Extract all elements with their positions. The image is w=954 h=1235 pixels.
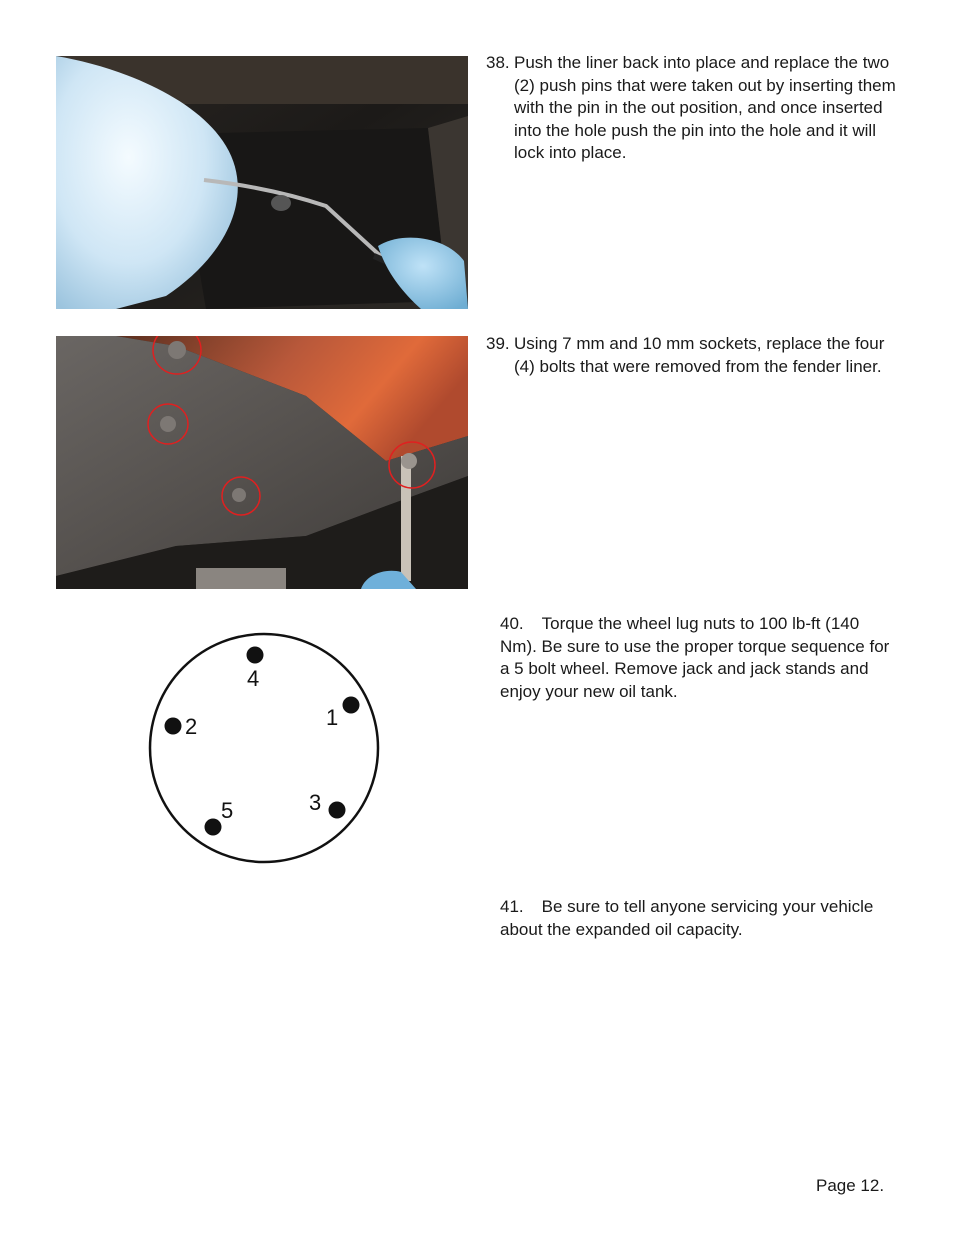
step-text: Torque the wheel lug nuts to 100 lb-ft (140 Nm). Be sure to use the proper torque sequence for a 5 bolt wheel. Remove jack and jack stands and enjoy your new oil tank. [500,614,890,701]
lug-dot-1 [343,697,360,714]
page-number: Page 12. [816,1176,885,1195]
lug-label-3: 3 [309,790,322,815]
lug-dot-5 [205,819,222,836]
step-41 [500,896,900,941]
step-number: 39. [486,334,510,353]
lug-label-1: 1 [326,705,339,730]
step-number: 38. [486,53,510,72]
lug-dot-4 [247,647,264,664]
photo-push-pins [56,56,468,309]
step-39 [486,333,906,378]
torque-sequence-diagram [140,628,390,873]
lug-dot-2 [165,718,182,735]
step-40 [500,613,900,703]
lug-label-5: 5 [221,798,234,823]
lug-label-4: 4 [247,666,260,691]
photo-fender-liner-bolts [56,336,468,589]
step-text: Using 7 mm and 10 mm sockets, replace the four (4) bolts that were removed from the fender liner. [514,334,885,376]
lug-label-2: 2 [185,714,198,739]
step-text: Be sure to tell anyone servicing your vehicle about the expanded oil capacity. [500,897,874,939]
step-text: Push the liner back into place and replace the two (2) push pins that were taken out by inserting them with the pin in the out position, and once inserted into the hole push the pin into the hole and it will lock into place. [514,53,896,162]
step-38 [486,52,906,165]
step-number: 41. [500,897,524,916]
lug-dot-3 [329,802,346,819]
wheel-circle [150,634,378,862]
step-number: 40. [500,614,524,633]
